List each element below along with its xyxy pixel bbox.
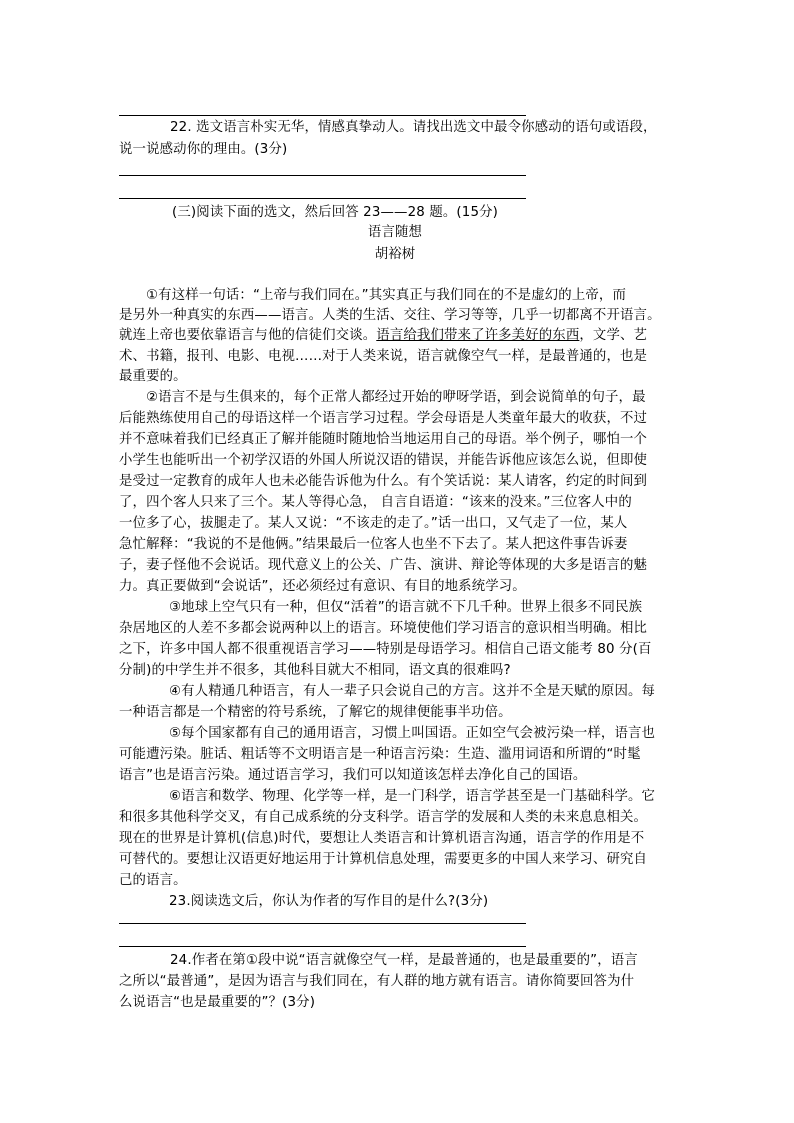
- underlined-sentence: 语言给我们带来了许多美好的东西: [376, 328, 580, 343]
- p3-line-4: 分制)的中学生并不很多，其他科目就大不相同，语文真的很难吗?: [119, 663, 511, 678]
- q24-line-3: 么说语言“也是最重要的”？(3分): [119, 995, 316, 1010]
- q22-line-1: 22. 选文语言朴实无华，情感真挚动人。请找出选文中最令你感动的语句或语段，: [170, 120, 657, 135]
- p5-line-1: ⑤每个国家都有自己的通用语言，习惯上叫国语。正如空气会被污染一样，语言也: [169, 726, 656, 741]
- p5-line-3: 语言”也是语言污染。通过语言学习，我们可以知道该怎样去净化自己的国语。: [119, 768, 587, 783]
- section-instruction: (三)阅读下面的选文，然后回答 23——28 题。(15分): [172, 205, 499, 220]
- p4-line-1: ④有人精通几种语言，有人一辈子只会说自己的方言。这并不全是天赋的原因。每: [169, 684, 656, 699]
- q22-line-2: 说一说感动你的理由。(3分): [119, 142, 288, 157]
- p2-line-3: 并不意味着我们已经真正了解并能随时随地恰当地运用自己的母语。举个例子，哪怕一个: [119, 432, 648, 447]
- p3-line-1: ③地球上空气只有一种，但仅“活着”的语言就不下几千种。世界上很多不同民族: [169, 600, 643, 615]
- p2-line-1: ②语言不是与生俱来的，每个正常人都经过开始的咿呀学语，到会说简单的句子，最: [146, 390, 646, 405]
- p2-line-4: 小学生也能听出一个初学汉语的外国人所说汉语的错误，并能告诉他应该怎么说，但即使: [119, 453, 648, 468]
- p2-line-7: 一位多了心，拔腿走了。某人又说：“不该走的走了。”话一出口，又气走了一位，某人: [119, 516, 628, 531]
- p1-line-3: [119, 326, 671, 345]
- p3-line-2: 杂居地区的人差不多都会说两种以上的语言。环境使他们学习语言的意识相当明确。相比: [119, 621, 648, 636]
- article-author: 胡裕树: [374, 247, 416, 262]
- p6-line-1: ⑥语言和数学、物理、化学等一样，是一门科学，语言学甚至是一门基础科学。它: [169, 789, 656, 804]
- p2-line-6: 了，四个客人只来了三个。某人等得心急， 自言自语道：“该来的没来。”三位客人中的: [119, 495, 632, 510]
- answer-line: [119, 198, 526, 199]
- p2-line-9: 子，妻子怪他不会说话。现代意义上的公关、广告、演讲、辩论等体现的大多是语言的魅: [119, 558, 648, 573]
- p6-line-4: 可替代的。要想让汉语更好地运用于计算机信息处理，需要更多的中国人来学习、研究自: [119, 852, 648, 867]
- p5-line-2: 可能遭污染。脏话、粗话等不文明语言是一种语言污染：生造、滥用词语和所谓的“时髦: [119, 747, 641, 762]
- article-title: 语言随想: [367, 225, 423, 240]
- answer-line: [119, 923, 526, 924]
- p2-line-2: 后能熟练使用自己的母语这样一个语言学习过程。学会母语是人类童年最大的收获，不过: [119, 411, 648, 426]
- q23-line-1: 23.阅读选文后，你认为作者的写作目的是什么?(3分): [169, 894, 489, 909]
- p2-line-5: 是受过一定教育的成年人也未必能告诉他为什么。有个笑话说：某人请客，约定的时间到: [119, 474, 648, 489]
- q24-line-1: 24.作者在第①段中说“语言就像空气一样，是最普通的，也是最重要的”，语言: [170, 953, 638, 968]
- p1-line-3-text-a: 就连上帝也要依靠语言与他的信徒们交谈。: [119, 328, 377, 343]
- answer-line: [119, 175, 526, 176]
- p1-line-4: 术、书籍，报刊、电影、电视……对于人类来说，语言就像空气一样，是最普通的，也是: [119, 349, 648, 364]
- answer-line: [119, 946, 526, 947]
- p1-line-5: 最重要的。: [119, 369, 187, 384]
- p1-line-2: 是另外一种真实的东西——语言。人类的生活、交往、学习等等，几乎一切都离不开语言。: [119, 308, 661, 323]
- p2-line-10: 力。真正要做到“会说话”，还必须经过有意识、有目的地系统学习。: [119, 579, 526, 594]
- p6-line-5: 己的语言。: [119, 873, 187, 888]
- p6-line-2: 和很多其他科学交叉，有自己成系统的分支科学。语言学的发展和人类的未来息息相关。: [119, 810, 648, 825]
- p1-line-1: ①有这样一句话：“上帝与我们同在。”其实真正与我们同在的不是虚幻的上帝，而: [146, 288, 627, 303]
- p2-line-8: 急忙解释：“我说的不是他俩。”结果最后一位客人也坐不下去了。某人把这件事告诉妻: [119, 537, 628, 552]
- p1-line-3-text-b: ，文学、艺: [579, 328, 648, 343]
- p4-line-2: 一种语言都是一个精密的符号系统，了解它的规律便能事半功倍。: [119, 705, 512, 720]
- answer-line: [119, 115, 526, 116]
- p6-line-3: 现在的世界是计算机(信息)时代，要想让人类语言和计算机语言沟通，语言学的作用是不: [119, 831, 645, 846]
- p3-line-3: 之下，许多中国人都不很重视语言学习——特别是母语学习。相信自己语文能考 80 分(百: [119, 642, 652, 657]
- q24-line-2: 之所以“最普通”，是因为语言与我们同在，有人群的地方就有语言。请你简要回答为什: [119, 974, 635, 989]
